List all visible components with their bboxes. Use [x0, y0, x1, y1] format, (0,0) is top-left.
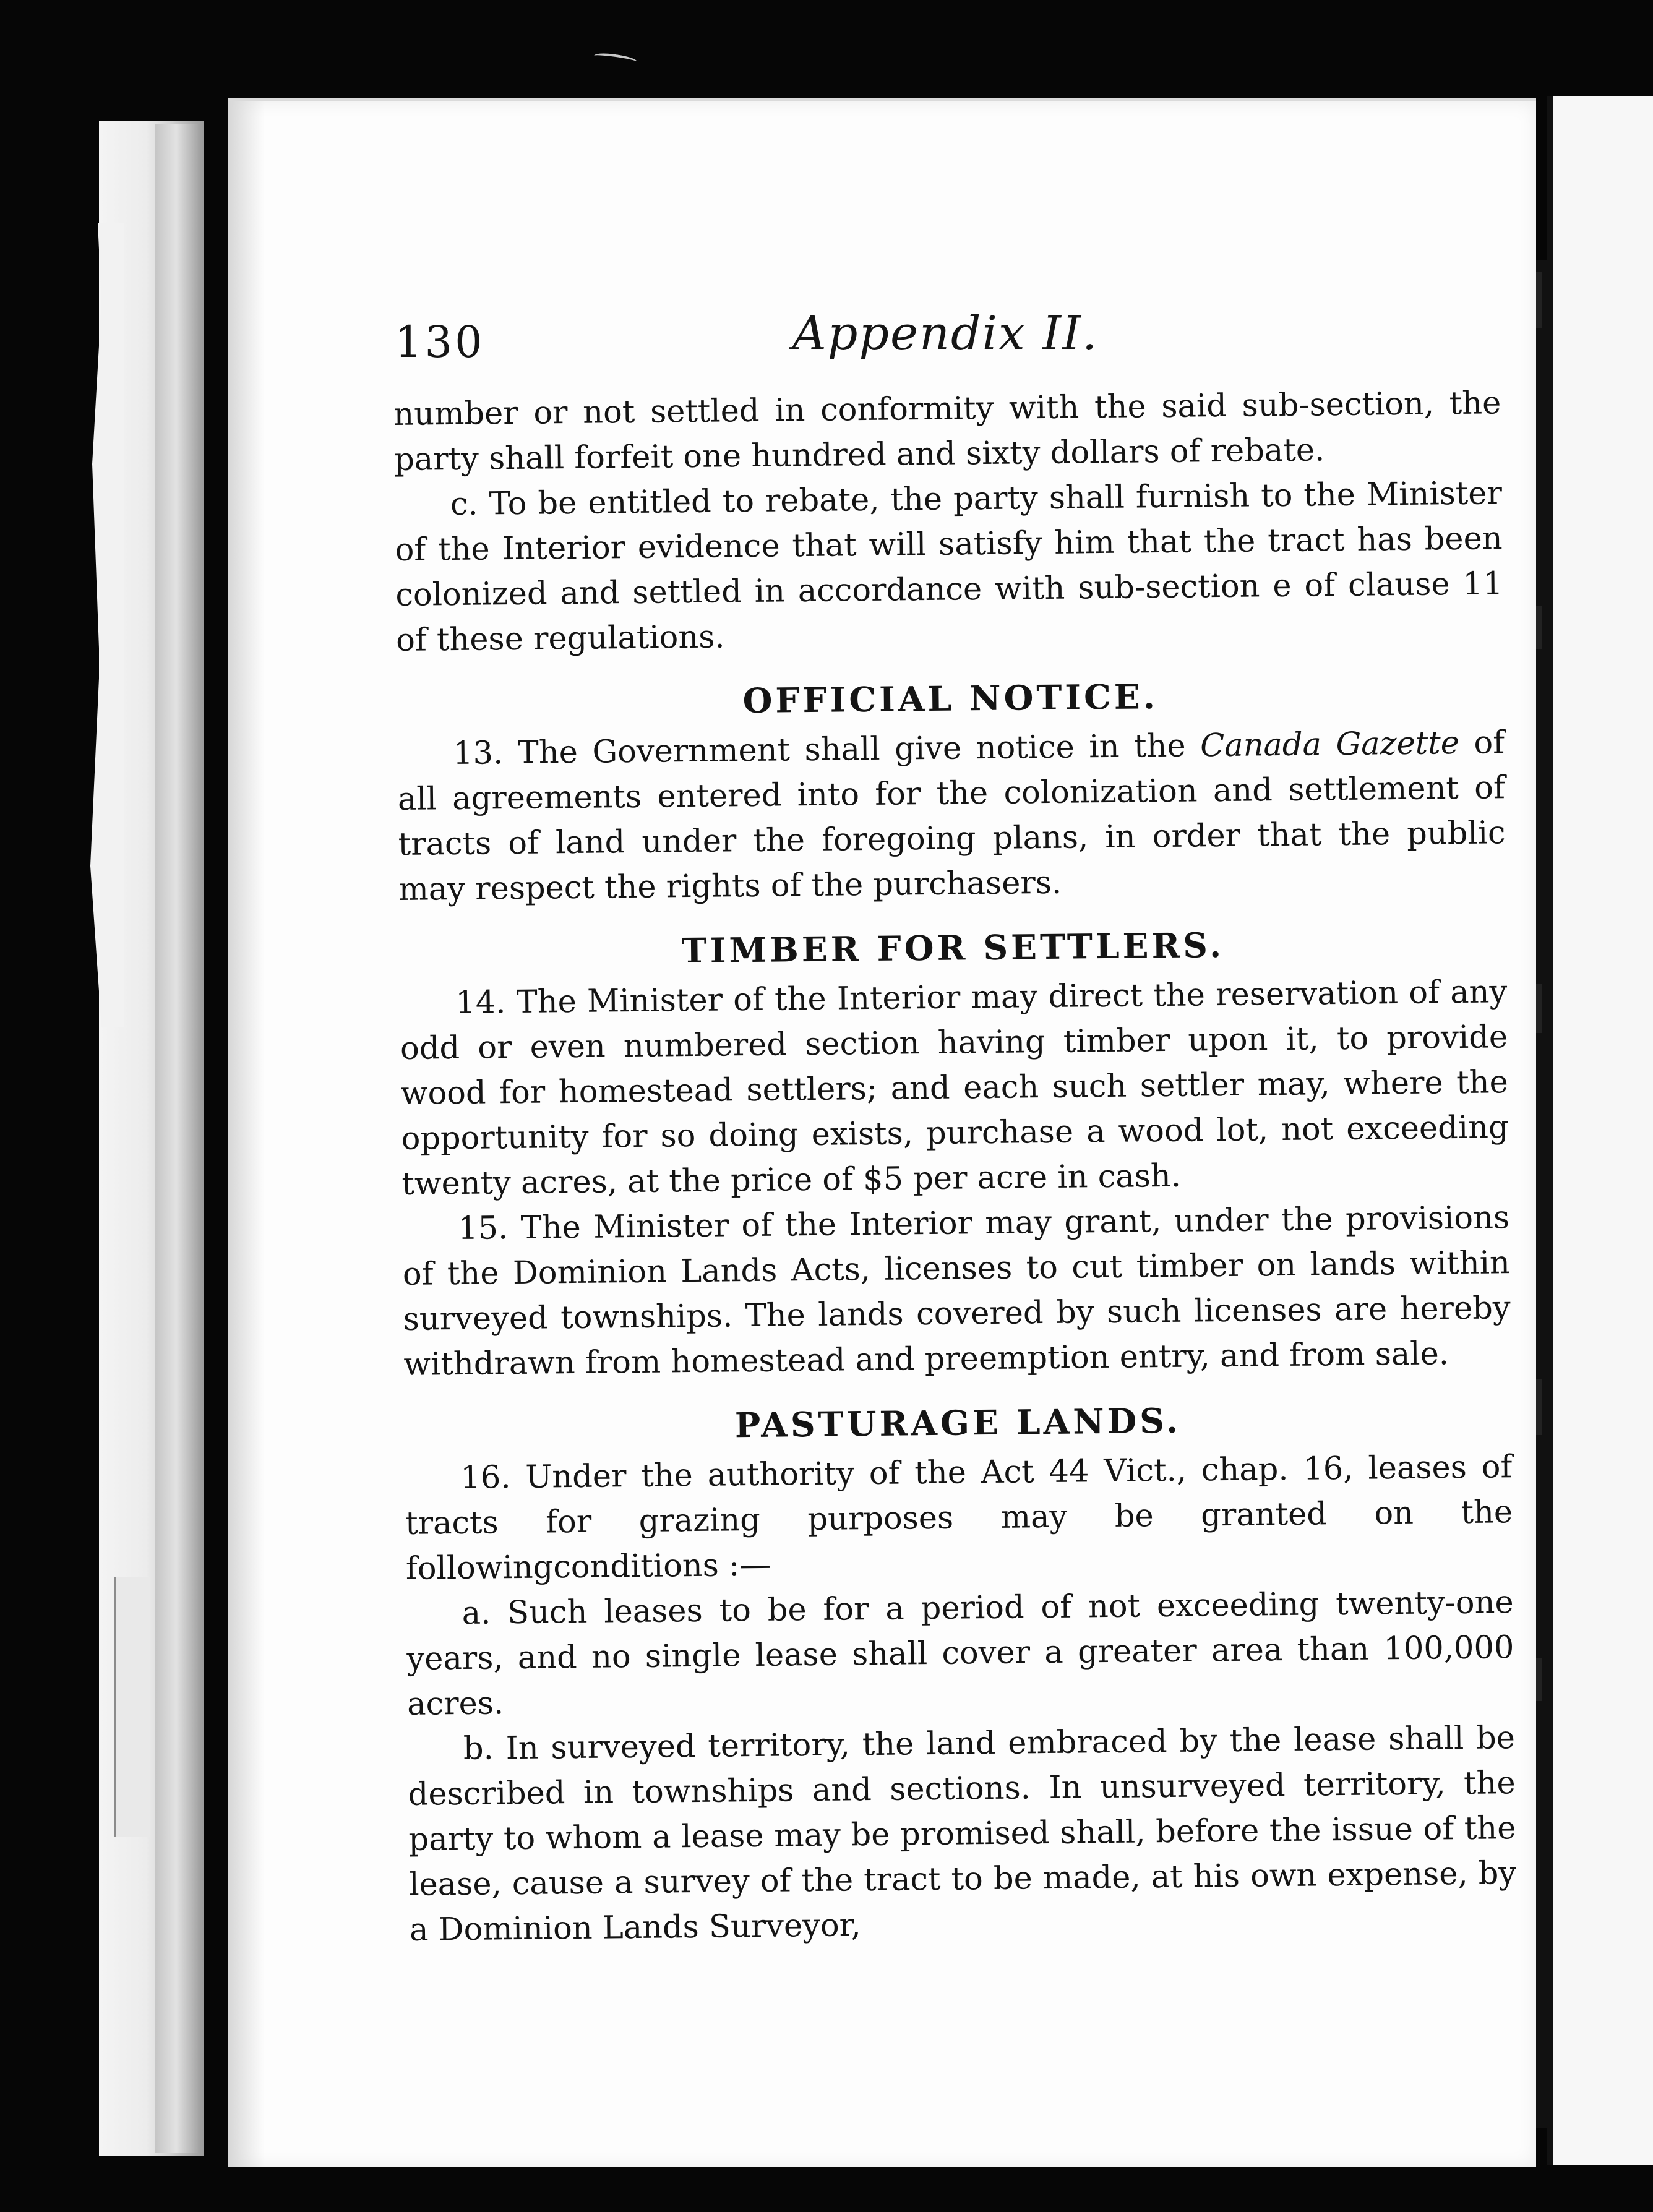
binding-shadow [155, 124, 198, 2153]
page-shadow [228, 101, 265, 2167]
torn-page-fragment [87, 223, 124, 1027]
paragraph-16: 16. Under the authority of the Act 44 Vict., chap. 16, leases of tracts for grazing purposes may be granted on the followingconditions :— [405, 1449, 1513, 1587]
paragraph-clause-a: a. Such leases to be for a period of not exceeding twenty-one years, and no single lease shall cover a greater area than 100,000 acres. [406, 1584, 1514, 1723]
paragraph-clause-c: c. To be entitled to rebate, the party shall furnish to the Minister of the Interior evidence that will satisfy him that the tract has been colonized and settled in accordance with sub-section e of clause 11 of these regulations. [395, 475, 1503, 659]
page-tab-fragment [114, 1577, 150, 1837]
page-number: 130 [395, 317, 485, 367]
paragraph-clause-b: b. In surveyed territory, the land embraced by the lease shall be described in townships and sections. In unsurveyed territory, the party to whom a lease may be promised shall, before the issue of the lease, cause a survey of the tract to be made, at his own expense, by a Dominion Lands Surveyor, [408, 1720, 1517, 1948]
heading-official-notice: OFFICIAL NOTICE. [742, 676, 1159, 721]
paragraph-14: 14. The Minister of the Interior may direct the reservation of any odd or even numbered section having timber upon it, to provide wood for homestead settlers; and each such settler may, where the opportunity for so doing exists, purchase a wood lot, not exceeding twenty acres, at the price of $5 per acre in cash. [400, 974, 1509, 1202]
canada-gazette-title: Canada Gazette [1200, 724, 1460, 765]
heading-timber-for-settlers: TIMBER FOR SETTLERS. [681, 924, 1225, 971]
heading-pasturage-lands: PASTURAGE LANDS. [734, 1400, 1182, 1446]
running-head: Appendix II. [792, 306, 1099, 361]
paragraph-13-start: 13. The Government shall give notice in the [452, 727, 1201, 773]
paragraph-continuation: number or not settled in conformity with the said sub-section, the party shall forfeit one hundred and sixty dollars of rebate. [393, 385, 1501, 478]
scan-smudge [593, 51, 637, 66]
page-header [395, 306, 1496, 392]
paragraph-13 [397, 720, 1506, 912]
page-body [393, 380, 1517, 1953]
paragraph-15: 15. The Minister of the Interior may grant, under the provisions of the Dominion Lands Acts, licenses to cut timber on lands within surveyed townships. The lands covered by such licenses are hereby withdrawn from homestead and preemption entry, and from sale. [402, 1199, 1511, 1383]
paragraph-13-end: of all agreements entered into for the colonization and settlement of tracts of land under the foregoing plans, in order that the public may respect the rights of the purchasers. [397, 724, 1506, 908]
book-page [228, 98, 1536, 2167]
right-page-edge [1547, 96, 1653, 2165]
